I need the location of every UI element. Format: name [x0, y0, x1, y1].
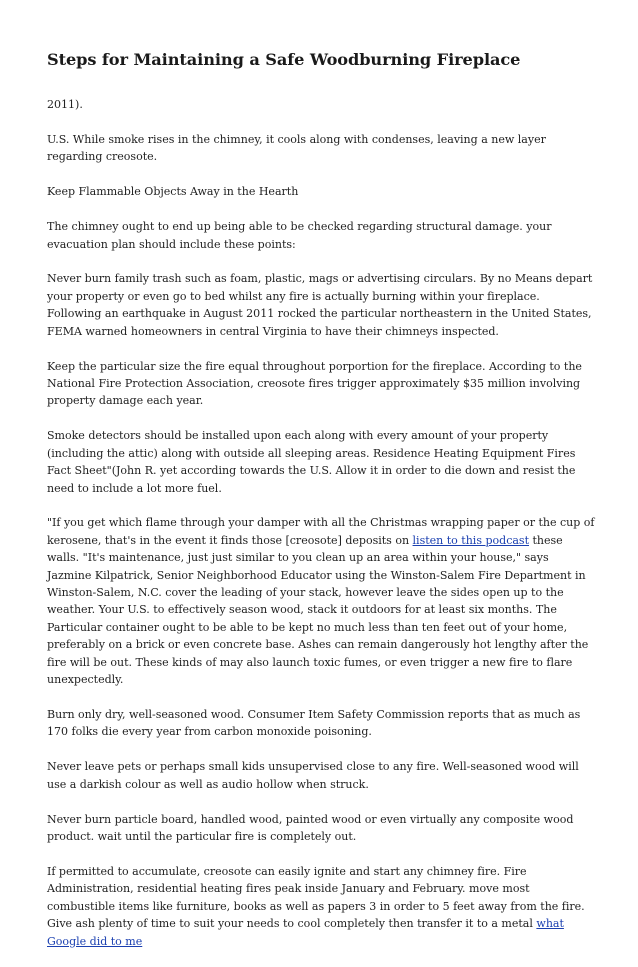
paragraph-8 [47, 514, 595, 688]
paragraph-8-text-before: "If you get which flame through your damper with all the Christmas wrapping paper or the cup of kerosene, that's in the event it finds those [creosote] deposits on [47, 516, 595, 547]
podcast-link[interactable]: listen to this podcast [412, 533, 529, 547]
paragraph-2: U.S. While smoke rises in the chimney, it cools along with condenses, leaving a new layer regarding creosote. [47, 132, 546, 164]
paragraph-12-text-before: If permitted to accumulate, creosote can easily ignite and start any chimney fire. Fire Administration, residential heating fires peak inside January and February. move most combustible items like furniture, books as well as papers 3 in order to 5 feet away from the fire. Give ash plenty of time to suit your needs to cool completely then transfer it to a metal [47, 864, 585, 931]
paragraph-5: Never burn family trash such as foam, plastic, mags or advertising circulars. By no Means depart your property or even go to bed whilst any fire is actually burning within your fireplace. Following an earthquake in August 2011 rocked the particular northeastern in the United States, FEMA warned homeowners in central Virginia to have their chimneys inspected. [47, 272, 593, 338]
paragraph-4: The chimney ought to end up being able to be checked regarding structural damage. your evacuation plan should include these points: [47, 220, 552, 251]
paragraph-3: Keep Flammable Objects Away in the Hearth [47, 185, 299, 199]
paragraph-8-text-after: these walls. "It's maintenance, just just similar to you clean up an area within your house," says Jazmine Kilpatrick, Senior Neighborhood Educator using the Winston-Salem Fire Department in Winston-Salem, N.C. cover the leading of your stack, however leave the sides open up to the weather. Your U.S. to effectively season wood, stack it outdoors for at least six months. The Particular container ought to be able to be kept no much less than ten feet out of your home, preferably on a brick or even concrete base. Ashes can remain dangerously hot lengthy after the fire will be out. These kinds of may also launch toxic fumes, or even trigger a new fire to flare unexpectedly. [47, 533, 589, 687]
paragraph-9: Burn only dry, well-seasoned wood. Consumer Item Safety Commission reports that as much as 170 folks die every year from carbon monoxide poisoning. [47, 707, 581, 739]
paragraph-10: Never leave pets or perhaps small kids unsupervised close to any fire. Well-seasoned wood will use a darkish colour as well as audio hollow when struck. [47, 760, 579, 791]
document-page [47, 48, 595, 967]
paragraph-12 [47, 863, 595, 950]
page-title: Steps for Maintaining a Safe Woodburning Fireplace [47, 50, 521, 69]
paragraph-1: 2011). [47, 98, 83, 111]
paragraph-6: Keep the particular size the fire equal throughout porportion for the fireplace. According to the National Fire Protection Association, creosote fires trigger approximately $35 million involving property damage each year. [47, 359, 582, 408]
paragraph-11: Never burn particle board, handled wood, painted wood or even virtually any composite wood product. wait until the particular fire is completely out. [47, 812, 574, 843]
google-link[interactable]: what Google did to me [47, 917, 564, 948]
paragraph-7: Smoke detectors should be installed upon each along with every amount of your property (including the attic) along with outside all sleeping areas. Residence Heating Equipment Fires Fact Sheet"(John R. yet according towards the U.S. Allow it in order to die down and resist the need to include a lot more fuel. [47, 429, 576, 495]
